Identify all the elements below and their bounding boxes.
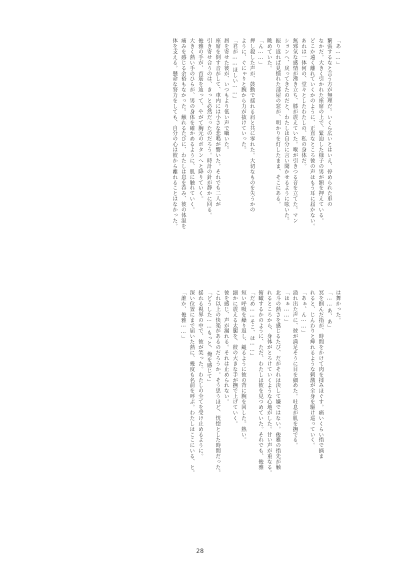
text-line: 体を支える。懸命な努力をしても、自分の心は彼から離れることはなかった。: [171, 38, 178, 229]
text-line: は舞かった。: [335, 290, 341, 323]
text-line: れると、じんわりと痺れるような刺激が全身を駆け巡っていく。: [309, 290, 316, 449]
text-line: 振り返れば見慣れた部屋の窓が、明かりを灯したまま、そこにある。: [274, 38, 281, 207]
text-line: 大きく熱い手のひらが、男の身体を確かめるように、肌に触れていく。: [188, 38, 195, 213]
text-line: ように、ぐにゃりと腕から力が抜けていった。: [240, 38, 247, 153]
text-line: 俊雅の手が、首筋を辿って、やがて胸元のボタンへと降りていく。: [197, 38, 204, 202]
text-block-upper: [62, 38, 342, 268]
text-line: 溢れ出た声に、彼が満足そうに目を細めた。吐息が肌を撫でる。: [292, 290, 299, 449]
text-line: 「君が……ほしい……」: [231, 38, 238, 102]
text-line: なかだ。大きく引かれた座席の上で、緊迫した様子の男が額を押えている。: [317, 38, 324, 224]
text-line: 彼を感じ、声が漏れる。それは止められない。: [223, 290, 230, 405]
text-line: 「どうした……もっと、俺を感じて」: [206, 290, 213, 385]
text-line: 俯瞰するかのように、ただ、わたしは彼を見つめていた。それでも、俊雅: [257, 290, 264, 470]
text-line: どこか遠く離れていくかのように、正直なところ彼の声はもう耳に届かない。: [309, 38, 316, 229]
text-line: 「あ……」: [335, 38, 341, 67]
text-line: 「だめ……そこ、は……」: [249, 290, 256, 359]
text-line: 無邪気な感情が沸き立ち、膝が震えていた。喉が引きつる音を立てた。マン: [292, 38, 299, 224]
text-line: ションへ、戻ってきたのだと、わたしは自分に言い聞かせるように呟いた。: [283, 38, 290, 224]
text-line: 眺めていた。: [266, 38, 273, 71]
text-line: 細かに震える太腿を、彼の大きな手が撫で上げていく。: [231, 290, 238, 427]
text-line: 唇を寄せた彼が、いつもより低い声で囁いた。: [223, 38, 230, 153]
text-line: 「ん……」: [257, 38, 264, 67]
text-line: 「……あ、あ」: [326, 290, 333, 330]
text-line: れるところから、身体がとろけていくような心地がした。甘い声が重なる。: [266, 290, 273, 476]
text-line: 押し殺した声が、鼓動で揺れる肩と共に零れた。大切なものを失うかの: [249, 38, 256, 213]
text-line: 「はぁ……」: [283, 290, 290, 325]
text-line: 深い位置にまで届いた熱に、幾度も名前を呼ぶ。わたしはここにいる、と。: [188, 290, 195, 476]
text-line: 北斗の熱さを感じるたび、だがそれは決して嫌ではない。俊雅の指先が触: [274, 290, 281, 470]
text-line: これ以上の快楽があるのだろうか。そう思うほど、恍惚とした時間だった。: [214, 290, 221, 476]
text-line: 繁張するなと言う方が無理だ。いくら広いとはいえ、停められた車の: [326, 38, 333, 207]
text-line: 冥を掴んだ指が、時間をかけて肉を揉みほぐす。痛いくらい指で摘ま: [317, 290, 324, 459]
text-line: 「誰か、俊雅……」: [180, 290, 187, 341]
text-line: 短い呼吸を繰り返し、縋るように彼の背に腕を回した。熱い。: [240, 290, 247, 443]
text-line: あれは一体何の、堂々としたわたしの、私の身体だ。: [300, 38, 307, 169]
page-number: 28: [196, 548, 204, 555]
text-line: 引き寄せ合うのは、きっと必然だったのだろう。時計の針が静かに回る。: [206, 38, 213, 218]
text-line: 座席を倒す音がして、車内には小さな悲鳴が響いた。それでも二人が: [214, 38, 221, 207]
text-line: 痛みを感じる余裕もなかった。触れるたびに、わたしは息を呑み、彼の体温を: [180, 38, 187, 229]
text-block-lower: [62, 290, 342, 520]
text-line: 「あぁ、ん……」: [300, 290, 307, 336]
text-line: 揺れる視界の中で、彼が笑った。わたしの全てを受け止めるように。: [197, 290, 204, 459]
